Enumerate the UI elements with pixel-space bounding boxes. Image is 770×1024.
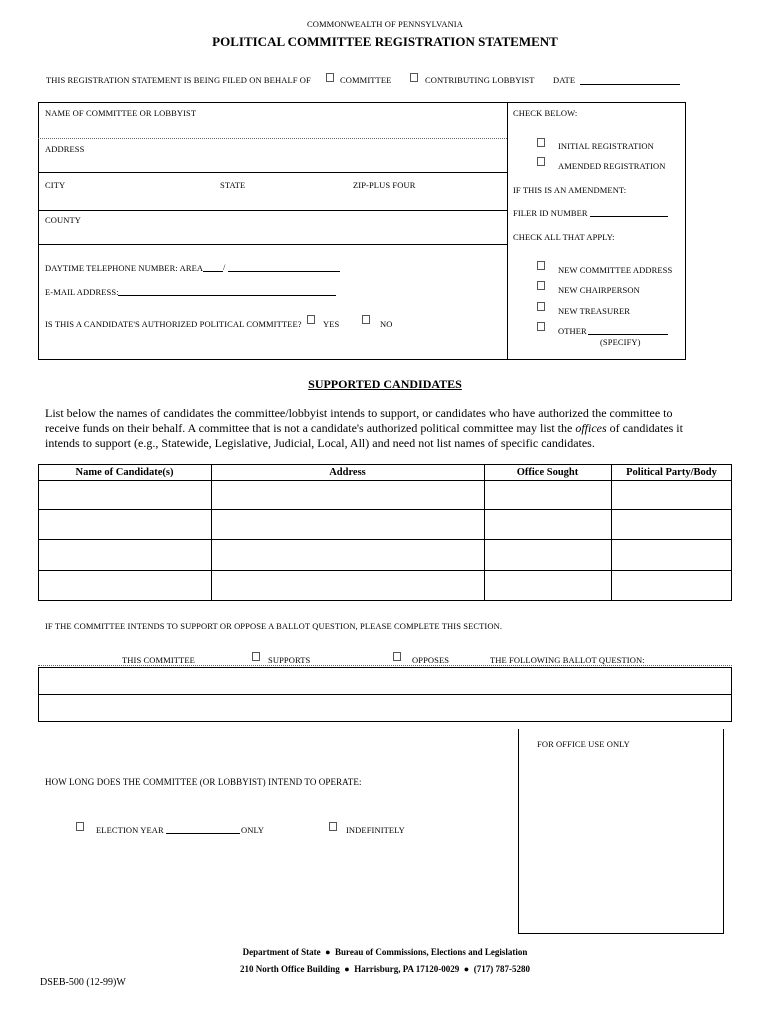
state-label: STATE (220, 180, 246, 190)
committee-checkbox[interactable] (326, 73, 334, 82)
opposes-checkbox[interactable] (393, 652, 401, 661)
if-amendment-label: IF THIS IS AN AMENDMENT: (513, 185, 627, 195)
check-all-label: CHECK ALL THAT APPLY: (513, 232, 615, 242)
footer-bureau: Bureau of Commissions, Elections and Legislation (335, 947, 528, 957)
phone-area-field[interactable] (203, 271, 223, 272)
initial-registration-label: INITIAL REGISTRATION (558, 141, 654, 151)
phone-number-field[interactable] (228, 271, 340, 272)
new-treasurer-label: NEW TREASURER (558, 306, 631, 316)
date-field[interactable] (580, 84, 680, 85)
county-field[interactable] (38, 244, 507, 245)
instructions-offices: offices (575, 421, 607, 435)
instructions-line-2-text: receive funds on their behalf. A committee that is not a candidate's authorized political committee may list the (45, 421, 573, 435)
col-header-party: Political Party/Body (626, 467, 717, 478)
candidates-col-divider (211, 464, 212, 601)
col-header-office: Office Sought (516, 467, 579, 478)
footer-line-1 (0, 947, 770, 957)
filer-id-label: FILER ID NUMBER (513, 208, 588, 218)
operation-question: HOW LONG DOES THE COMMITTEE (OR LOBBYIST) INTEND TO OPERATE: (45, 777, 362, 787)
footer-city: Harrisburg, PA 17120-0029 (354, 964, 460, 974)
other-label: OTHER (558, 326, 587, 336)
registration-box-divider (507, 102, 508, 360)
phone-slash: / (223, 262, 226, 272)
instructions-line-1: List below the names of candidates the committee/lobbyist intends to support, or candidates who have authorized the committee to (45, 406, 673, 420)
authorized-yes-label: YES (323, 319, 340, 329)
office-use-box (518, 729, 724, 934)
footer-phone: (717) 787-5280 (473, 964, 530, 974)
authorized-no-label: NO (380, 319, 393, 329)
candidates-row-divider (38, 539, 732, 540)
supported-candidates-heading: SUPPORTED CANDIDATES (308, 377, 462, 391)
col-header-address: Address (329, 467, 366, 478)
county-label: COUNTY (45, 215, 82, 225)
election-year-field[interactable] (166, 833, 240, 834)
footer-line-2 (0, 964, 770, 974)
email-label: E-MAIL ADDRESS: (45, 287, 119, 297)
bullet-icon: ● (322, 947, 333, 957)
committee-label: COMMITTEE (340, 75, 392, 85)
indefinitely-label: INDEFINITELY (346, 825, 405, 835)
authorized-yes-checkbox[interactable] (307, 315, 315, 324)
email-field[interactable] (118, 295, 336, 296)
candidates-col-divider (611, 464, 612, 601)
instructions-line-3: intends to support (e.g., Statewide, Legislative, Judicial, Local, All) and need not list names of specific candidates. (45, 436, 595, 450)
city-label: CITY (45, 180, 66, 190)
other-specify-field[interactable] (588, 334, 668, 335)
check-below-label: CHECK BELOW: (513, 108, 578, 118)
contributing-lobbyist-label: CONTRIBUTING LOBBYIST (425, 75, 535, 85)
opposes-label: OPPOSES (412, 655, 450, 665)
contributing-lobbyist-checkbox[interactable] (410, 73, 418, 82)
name-field[interactable] (38, 138, 507, 139)
new-address-label: NEW COMMITTEE ADDRESS (558, 265, 673, 275)
filed-on-behalf-prompt: THIS REGISTRATION STATEMENT IS BEING FILED ON BEHALF OF (46, 75, 311, 85)
office-use-label: FOR OFFICE USE ONLY (537, 739, 630, 749)
address-field[interactable] (38, 172, 507, 173)
specify-label: (SPECIFY) (600, 337, 641, 347)
new-address-checkbox[interactable] (537, 261, 545, 270)
footer-building: 210 North Office Building (240, 964, 340, 974)
candidates-col-divider (484, 464, 485, 601)
city-state-zip-field[interactable] (38, 210, 507, 211)
authorized-no-checkbox[interactable] (362, 315, 370, 324)
new-chairperson-checkbox[interactable] (537, 281, 545, 290)
name-label: NAME OF COMMITTEE OR LOBBYIST (45, 108, 197, 118)
candidates-row-divider (38, 570, 732, 571)
amended-registration-checkbox[interactable] (537, 157, 545, 166)
filer-id-field[interactable] (590, 216, 668, 217)
indefinitely-checkbox[interactable] (329, 822, 337, 831)
col-header-name: Name of Candidate(s) (75, 467, 174, 478)
address-label: ADDRESS (45, 144, 85, 154)
election-year-label: ELECTION YEAR (96, 825, 164, 835)
ballot-intro: IF THE COMMITTEE INTENDS TO SUPPORT OR OPPOSE A BALLOT QUESTION, PLEASE COMPLETE THIS SECTION. (45, 621, 503, 631)
commonwealth-header: COMMONWEALTH OF PENNSYLVANIA (307, 19, 463, 29)
bullet-icon: ● (461, 964, 472, 974)
candidates-table (38, 464, 732, 601)
instructions-line-2 (45, 421, 735, 436)
form-title: POLITICAL COMMITTEE REGISTRATION STATEMENT (212, 34, 558, 49)
instructions-line-2-end: of candidates it (609, 421, 683, 435)
only-label: ONLY (241, 825, 265, 835)
election-year-checkbox[interactable] (76, 822, 84, 831)
form-id: DSEB-500 (12-99)W (40, 977, 126, 988)
candidates-header-divider (38, 480, 732, 481)
authorized-committee-question: IS THIS A CANDIDATE'S AUTHORIZED POLITICAL COMMITTEE? (45, 319, 302, 329)
date-label: DATE (553, 75, 576, 85)
zip-label: ZIP-PLUS FOUR (353, 180, 416, 190)
initial-registration-checkbox[interactable] (537, 138, 545, 147)
new-chairperson-label: NEW CHAIRPERSON (558, 285, 640, 295)
this-committee-label: THIS COMMITTEE (122, 655, 195, 665)
candidates-row-divider (38, 509, 732, 510)
supports-checkbox[interactable] (252, 652, 260, 661)
following-ballot-label: THE FOLLOWING BALLOT QUESTION: (490, 655, 645, 665)
ballot-top-rule (38, 665, 732, 666)
supports-label: SUPPORTS (268, 655, 311, 665)
amended-registration-label: AMENDED REGISTRATION (558, 161, 666, 171)
bullet-icon: ● (342, 964, 352, 974)
footer-department: Department of State (242, 947, 321, 957)
other-checkbox[interactable] (537, 322, 545, 331)
phone-label: DAYTIME TELEPHONE NUMBER: AREA (45, 263, 204, 273)
candidates-instructions (45, 406, 735, 451)
ballot-question-divider (38, 694, 732, 695)
new-treasurer-checkbox[interactable] (537, 302, 545, 311)
